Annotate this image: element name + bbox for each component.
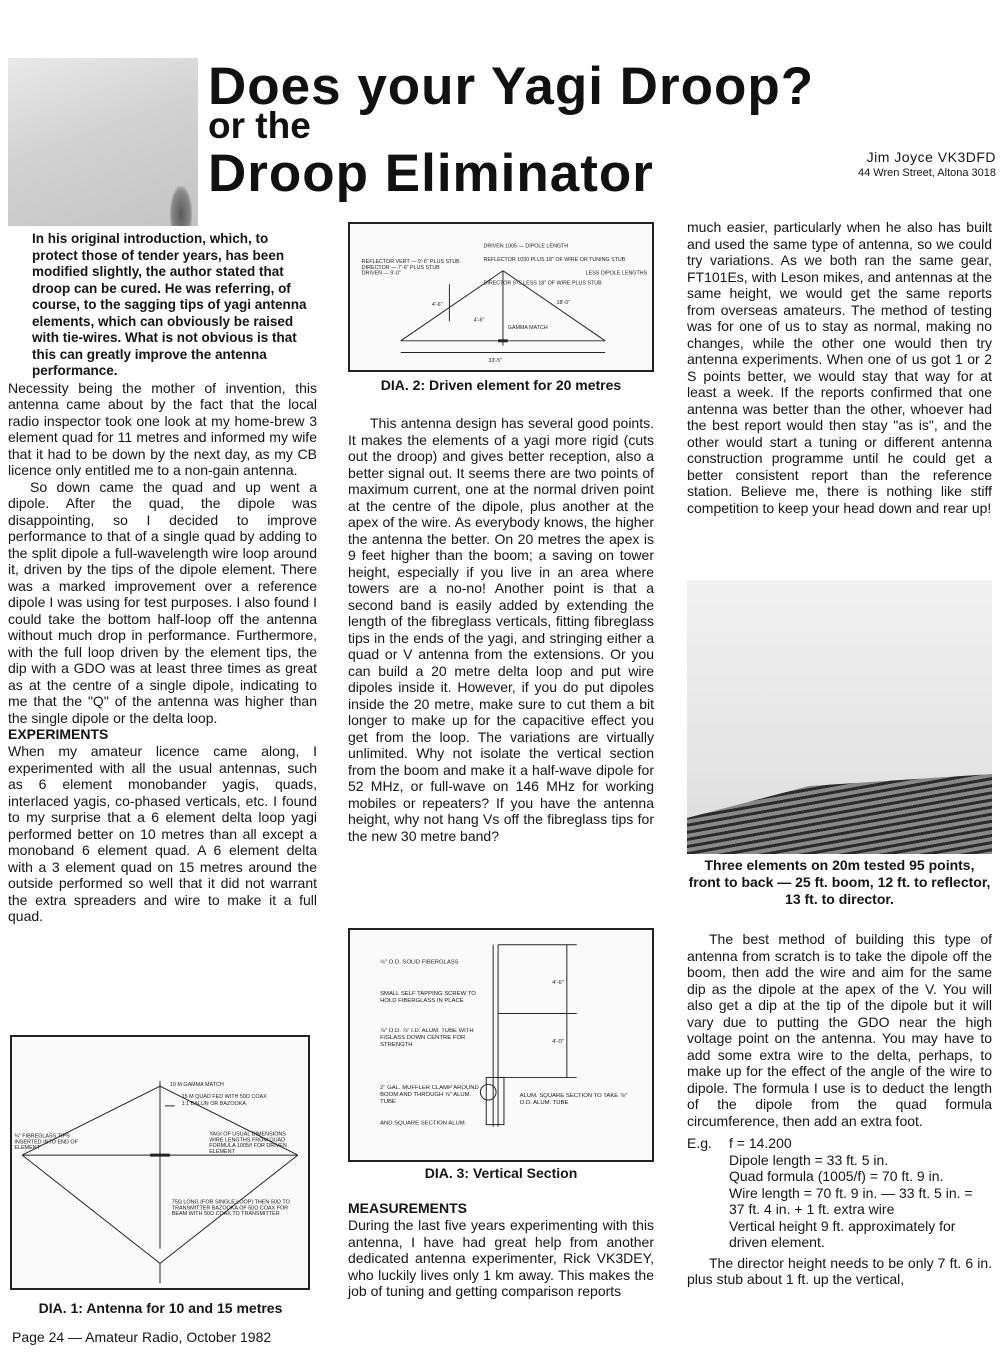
author-address: 44 Wren Street, Altona 3018 bbox=[858, 167, 996, 179]
col2-paragraph-2: During the last five years experimenting with this antenna, I have had great help from another dedicated antenna experimenter, Rick VK3DEY, who luckily lives only 1 km away. This makes the job of tuning and getting comparison reports bbox=[348, 1217, 654, 1299]
dia2-less-label: LESS DIPOLE LENGTHS bbox=[585, 270, 648, 277]
dia2-driven-label: DRIVEN — 9'-0" bbox=[361, 270, 401, 277]
dia2-director-len-label: DIRECTOR 975 LESS 18" OF WIRE PLUS STUB bbox=[483, 280, 602, 287]
formula-line-2: Quad formula (1005/f) = 70 ft. 9 in. bbox=[729, 1168, 944, 1184]
dia3-screw-label: SMALL SELF TAPPING SCREW TO HOLD FIBERGLASS IN PLACE bbox=[380, 990, 476, 1004]
column-3-lower bbox=[687, 931, 992, 1288]
dia2-reflector-len-label: REFLECTOR 1030 PLUS 18" OF WIRE OR TUNING STUB bbox=[483, 256, 626, 263]
col1-paragraph-1: Necessity being the mother of invention, this antenna came about by the fact that the local radio inspector took one look at my home-brew 3 element quad for 11 metres and informed my wife that it had to be down by the next day, as my CB licence only entitled me to a non-gain antenna. bbox=[8, 379, 317, 478]
title-line-3: Droop Eliminator bbox=[208, 144, 654, 203]
dia2-gamma-label: GAMMA MATCH bbox=[507, 325, 548, 332]
dia2-driven-len-label: DRIVEN 1005 — DIPOLE LENGTH bbox=[483, 243, 569, 250]
dia1-feed-label: 75Ω LONG (FOR SINGLE LOOP) THEN 50Ω TO TRANSMITTER BAZOOKA OF 50Ω COAX FOR BEAM WITH 50Ω COAX TO TRANSMITTER bbox=[171, 1199, 290, 1218]
heading-measurements: MEASUREMENTS bbox=[348, 1200, 468, 1216]
title-line-1: Does your Yagi Droop? bbox=[208, 57, 815, 116]
col3-paragraph-2: The best method of building this type of antenna from scratch is to take the dipole off the boom, then add the wire and aim for the same dip as the dipole at the apex of the V. You will also get a dip at the tip of the dipole but it will vary due to putting the GDO near the high voltage point on the antenna. You may have to add some extra wire to the delta, perhaps, to make up for the effect of the angle of the wire to dipole. The formula I use is to deduct the length of the dipole from the quad formula circumference, then add an extra foot. bbox=[687, 931, 992, 1129]
dia3-and-label: AND SQUARE SECTION ALUM. bbox=[380, 1120, 467, 1127]
formula-line-1: Dipole length = 33 ft. 5 in. bbox=[729, 1151, 889, 1168]
dia2-dim-3: 33'-5" bbox=[488, 358, 502, 365]
dia1-balun-label: 1:1 BALUN OR BAZOOKA bbox=[181, 1100, 246, 1107]
caption-dia-2: DIA. 2: Driven element for 20 metres bbox=[380, 377, 622, 393]
column-2-lower bbox=[348, 1200, 654, 1300]
dia1-quad-fed-label: 15 M QUAD FED WITH 50Ω COAX bbox=[181, 1094, 267, 1101]
dia3-tube-label: ⅞" O.D. ⅞" I.D. ALUM. TUBE WITH F/GLASS DOWN CENTRE FOR STRENGTH bbox=[380, 1028, 474, 1048]
caption-dia-3: DIA. 3: Vertical Section bbox=[424, 1165, 578, 1181]
dia3-clamp-label: 2" GAL. MUFFLER CLAMP AROUND BOOM AND THROUGH ⅞" ALUM. TUBE bbox=[380, 1085, 479, 1105]
diagram-2 bbox=[348, 222, 654, 372]
formula-line-4: Vertical height 9 ft. approximately for driven element. bbox=[729, 1217, 956, 1250]
title-line-2: or the bbox=[208, 105, 311, 146]
dia3-solid-label: ½" O.D. SOLID FIBERGLASS bbox=[380, 959, 459, 966]
heading-experiments: EXPERIMENTS bbox=[8, 726, 109, 742]
dia2-dim-1: 4'-6" bbox=[431, 301, 443, 308]
caption-dia-1: DIA. 1: Antenna for 10 and 15 metres bbox=[38, 1300, 283, 1316]
intro-paragraph: In his original introduction, which, to protect those of tender years, has been modified slightly, the author stated that droop can be cured. He was referring, of course, to the sagging tips of yagi antenna elements, which can obviously be raised with tie-wires. What is not obvious is that this can greatly improve the antenna performance. bbox=[32, 231, 307, 378]
dia1-yagi-label: YAGI OF USUAL DIMENSIONS WIRE LENGTHS FROM QUAD FORMULA 1005/f FOR DRIVEN ELEMENT bbox=[209, 1131, 287, 1156]
dia2-director-label: DIRECTOR — 7'-6" PLUS STUB bbox=[361, 264, 440, 271]
diagram-3 bbox=[348, 928, 654, 1162]
formula-frequency: f = 14.200 bbox=[729, 1135, 792, 1151]
dia3-square-label: ALUM. SQUARE SECTION TO TAKE ⅞" O.D. ALUM. TUBE bbox=[519, 1093, 627, 1106]
col3-paragraph-1: much easier, particularly when he also has built and used the same type of antenna, so we could try variations. As we both ran the same gear, FT101Es, with Leson mikes, and antennas at the same height, we would get the same reports from overseas amateurs. The method of testing was for one of us to stay as normal, making no changes, while the other one would then try antenna experiments. When one of us got 1 or 2 S points better, we would stay that way for at least a week. If the reports confirmed that one antenna was better than the other, whoever had the best report would then stay "as is", and the other would start a tuning or different antenna construction programme until he could get a better consistent report than the reference station. Believe me, there is nothing like stiff competition to keep your head down and rear up! bbox=[687, 219, 992, 516]
col2-paragraph-1: This antenna design has several good points. It makes the elements of a yagi more rigid (cuts out the droop) and gives better reception, also a better signal out. It seems there are two points of maximum current, one at the normal driven point at the centre of the dipole, plus another at the apex of the wire. As everybody knows, the higher the antenna the better. On 20 metres the apex is 9 feet higher than the boom; a saving on tower height, especially if you live in an area where towers are a no-no! Another point is that a second band is easily added by extending the length of the fibreglass verticals, fitting fibreglass tips in the ends of the yagi, and stringing either a quad or V antenna from the extensions. Or you can build a 20 metre delta loop and put wire dipoles inside it. However, if you do put dipoles inside the 20 metre, make sure to cut them a bit longer to make up for the capacitive effect you get from the loop. The variations are virtually unlimited. Why not isolate the vertical section from the boom and make it a half-wave dipole for 52 MHz, or full-wave on 146 MHz for working mobiles or repeaters? If you have the antenna height, why not hang Vs off the fibreglass tips for the new 30 metre band? bbox=[348, 415, 654, 844]
formula-line-3: Wire length = 70 ft. 9 in. — 33 ft. 5 in. = 37 ft. 4 in. + 1 ft. extra wire bbox=[729, 1184, 973, 1217]
formula-eg-label: E.g. bbox=[687, 1135, 712, 1151]
dia3-dim-2: 4'-0" bbox=[552, 1039, 564, 1046]
dia2-reflector-label: REFLECTOR VERT — 9'-6" PLUS STUB bbox=[361, 258, 460, 265]
column-3 bbox=[687, 219, 992, 516]
dia2-dim-4: 18'-0" bbox=[556, 299, 571, 306]
author-name: Jim Joyce VK3DFD bbox=[866, 149, 996, 165]
col1-paragraph-3: When my amateur licence came along, I experimented with all the usual antennas, such as 6 element monobander yagis, quads, interlaced yagis, co-phased verticals, etc. I found to my surprise that a 6 element delta loop yagi performed better on 10 metres than all except a monoband 6 element quad. A 6 element delta with a 3 element quad on 15 metres around the outside performed so well that it did not warrant the extra spreaders and wire to make it a full quad. bbox=[8, 743, 317, 924]
caption-photo: Three elements on 20m tested 95 points, front to back — 25 ft. boom, 12 ft. to reflector, 13 ft. to director. bbox=[688, 857, 991, 907]
diagram-1 bbox=[10, 1035, 310, 1290]
page-footer: Page 24 — Amateur Radio, October 1982 bbox=[12, 1329, 272, 1345]
author-block bbox=[800, 148, 996, 180]
dia1-gamma-label: 10 M GAMMA MATCH bbox=[169, 1082, 224, 1089]
col3-paragraph-3: The director height needs to be only 7 ft. 6 in. plus stub about 1 ft. up the vertical, bbox=[687, 1254, 992, 1287]
dia3-dim-1: 4'-6" bbox=[552, 980, 564, 987]
col1-paragraph-2: So down came the quad and up went a dipole. After the quad, the dipole was disappointing, so I decided to improve performance to that of a single quad by adding to the split dipole a full-wavelength wire loop around it, driven by the tips of the dipole element. There was a marked improvement over a reference dipole I was using for test purposes. I also found I could take the bottom half-loop off the antenna without much drop in performance. Furthermore, with the full loop driven by the element tips, the dip with a GDO was at least three times as great as at the centre of a single dipole, indicating to me that the "Q" of the antenna was higher than the single dipole or the delta loop. bbox=[8, 478, 317, 726]
dia1-tips-label: ¾" FIBREGLASS TIPS INSERTED INTO END OF ELEMENT bbox=[14, 1133, 78, 1152]
dia2-dim-2: 4'-6" bbox=[473, 317, 485, 324]
column-1 bbox=[8, 231, 317, 925]
roof-antenna-photo bbox=[687, 580, 992, 854]
header-photo bbox=[8, 58, 198, 226]
formula-block bbox=[687, 1135, 992, 1251]
column-2 bbox=[348, 415, 654, 844]
